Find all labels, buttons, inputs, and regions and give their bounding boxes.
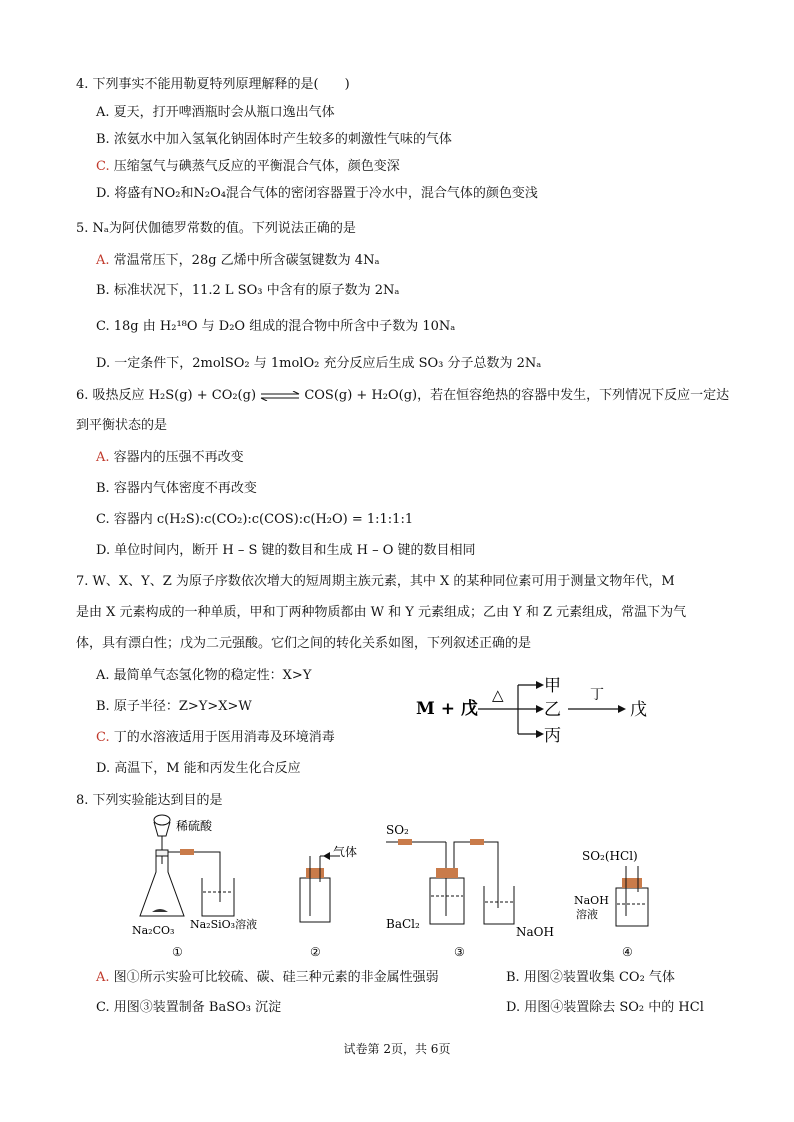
option-letter: A. [96, 450, 110, 465]
q6-stem-line2: 到平衡状态的是 [76, 418, 168, 433]
option-letter: D. [96, 761, 111, 776]
option-letter: A. [96, 970, 110, 985]
fig1-acid-label: 稀硫酸 [176, 819, 213, 833]
q5-stem: 5. Nₐ为阿伏伽德罗常数的值。下列说法正确的是 [76, 221, 356, 236]
q5-option-d [96, 355, 541, 373]
option-letter: C. [96, 319, 110, 334]
q6-stem-part2: COS(g) + H₂O(g)，若在恒容绝热的容器中发生，下列情况下反应一定达 [304, 388, 730, 403]
diagram-product-bing: 丙 [544, 726, 561, 746]
figure-4-apparatus [574, 849, 648, 959]
option-text: 容器内 c(H₂S):c(CO₂):c(COS):c(H₂O) = 1:1:1:1 [113, 512, 414, 527]
option-letter: A. [96, 668, 110, 683]
arrow-right-icon [536, 705, 544, 713]
q7-option-c [96, 729, 335, 747]
fig1-solid-label: Na₂CO₃ [132, 924, 175, 937]
q8-option-a [96, 969, 439, 987]
bottle-stopper [622, 878, 642, 888]
fig3-gas-label: SO₂ [386, 823, 409, 837]
beaker-icon [484, 886, 514, 924]
option-letter: C. [96, 159, 110, 174]
option-letter: D. [96, 543, 111, 558]
option-letter: C. [96, 1000, 110, 1015]
q4-option-a [96, 104, 335, 122]
diagram-right-product: 戊 [630, 700, 647, 720]
arrow-right-icon [536, 730, 544, 738]
option-text: 高温下，M 能和丙发生化合反应 [114, 761, 301, 776]
option-text: 浓氨水中加入氢氧化钠固体时产生较多的刺激性气味的气体 [113, 132, 452, 147]
option-text: 压缩氢气与碘蒸气反应的平衡混合气体，颜色变深 [113, 159, 400, 174]
q7-stem-line2: 是由 X 元素构成的一种单质，甲和丁两种物质都由 W 和 Y 元素组成；乙由 Y 和 Z 元素组成，常温下为气 [76, 605, 687, 620]
option-text: 将盛有NO₂和N₂O₄混合气体的密闭容器置于冷水中，混合气体的颜色变浅 [114, 186, 538, 201]
q7-transformation-diagram [410, 672, 670, 750]
q7-option-a [96, 667, 311, 685]
fig1-number: ① [172, 945, 183, 959]
diagram-delta: △ [492, 686, 504, 704]
q8-stem: 8. 下列实验能达到目的是 [76, 793, 223, 808]
figure-2-apparatus [300, 844, 357, 959]
q7-stem-line1: 7. W、X、Y、Z 为原子序数依次增大的短周期主族元素，其中 X 的某种同位素可用于测量文物年代，M [76, 574, 675, 589]
diagram-product-yi: 乙 [544, 700, 561, 720]
option-letter: B. [96, 481, 110, 496]
q7-option-d [96, 760, 301, 778]
q4-option-c [96, 158, 400, 176]
option-letter: A. [96, 105, 110, 120]
fig2-gas-label: 气体 [333, 845, 358, 859]
option-text: 常温常压下，28g 乙烯中所含碳氢键数为 4Nₐ [113, 253, 380, 268]
conical-flask-icon [140, 856, 184, 916]
diagram-reagent-ding: 丁 [590, 687, 604, 703]
q4-stem: 4. 下列事实不能用勒夏特列原理解释的是( ) [76, 77, 350, 92]
option-text: 用图④装置除去 SO₂ 中的 HCl [524, 1000, 704, 1015]
option-text: 图①所示实验可比较硫、碳、硅三种元素的非金属性强弱 [113, 970, 439, 985]
solid-reagent [152, 909, 168, 912]
q8-option-c [96, 999, 281, 1017]
q5-option-b [96, 282, 399, 300]
diagram-product-jia: 甲 [544, 676, 561, 696]
option-letter: C. [96, 512, 110, 527]
bottle-stopper [436, 868, 458, 878]
figure-1-apparatus [132, 815, 257, 959]
option-text: 原子半径：Z>Y>X>W [113, 699, 252, 714]
wash-bottle-icon [616, 888, 648, 926]
q6-stem [76, 387, 729, 405]
figure-3-apparatus [386, 823, 554, 959]
q5-option-c [96, 318, 455, 336]
option-letter: C. [96, 730, 110, 745]
page-footer: 试卷第 2页，共 6页 [343, 1042, 451, 1056]
option-text: 容器内气体密度不再改变 [113, 481, 257, 496]
q6-option-d [96, 542, 476, 560]
wash-bottle-icon [430, 878, 464, 924]
q4-option-d [96, 185, 538, 203]
option-text: 丁的水溶液适用于医用消毒及环境消毒 [113, 730, 335, 745]
option-letter: D. [96, 356, 111, 371]
rubber-connector [470, 839, 484, 845]
option-text: 标准状况下，11.2 L SO₃ 中含有的原子数为 2Nₐ [113, 283, 400, 298]
option-letter: A. [96, 253, 110, 268]
exit-tube [454, 842, 498, 908]
option-text: 夏天，打开啤酒瓶时会从瓶口逸出气体 [113, 105, 335, 120]
option-letter: B. [96, 699, 110, 714]
beaker-icon [202, 878, 234, 916]
fig1-solution-label: Na₂SiO₃溶液 [190, 918, 258, 931]
q8-option-b [506, 969, 675, 987]
fig4-gas-label: SO₂(HCl) [582, 849, 638, 863]
equilibrium-arrow-icon [260, 391, 300, 401]
rubber-connector [180, 849, 194, 855]
fig3-naoh-label: NaOH [516, 925, 554, 939]
q5-option-a [96, 252, 379, 270]
q6-option-c [96, 511, 413, 529]
q6-stem-part1: 6. 吸热反应 H₂S(g) + CO₂(g) [76, 388, 257, 403]
fig4-number: ④ [622, 945, 633, 959]
fig3-solution-label: BaCl₂ [386, 917, 420, 931]
option-letter: B. [96, 283, 110, 298]
q8-apparatus-figures [130, 812, 670, 964]
option-text: 单位时间内，断开 H – S 键的数目和生成 H – O 键的数目相同 [114, 543, 476, 558]
option-letter: D. [506, 1000, 521, 1015]
option-text: 一定条件下，2molSO₂ 与 1molO₂ 充分反应后生成 SO₃ 分子总数为 2Nₐ [114, 356, 542, 371]
option-text: 用图②装置收集 CO₂ 气体 [523, 970, 675, 985]
rubber-connector [398, 839, 412, 845]
q7-stem-line3: 体，具有漂白性；戊为二元强酸。它们之间的转化关系如图，下列叙述正确的是 [76, 636, 532, 651]
option-text: 最简单气态氢化物的稳定性：X>Y [113, 668, 312, 683]
gas-bottle-icon [300, 878, 330, 922]
q4-option-b [96, 131, 452, 149]
q6-option-b [96, 480, 257, 498]
option-letter: D. [96, 186, 111, 201]
fig2-number: ② [310, 945, 321, 959]
option-text: 用图③装置制备 BaSO₃ 沉淀 [113, 1000, 282, 1015]
arrow-right-icon [536, 681, 544, 689]
q8-option-d [506, 999, 704, 1017]
option-text: 18g 由 H₂¹⁸O 与 D₂O 组成的混合物中所含中子数为 10Nₐ [113, 319, 456, 334]
diagram-left-reactants: M + 戊 [416, 699, 478, 719]
bottle-stopper [306, 868, 324, 878]
arrow-left-icon [323, 852, 330, 860]
option-letter: B. [506, 970, 520, 985]
fig4-solution-label-2: 溶液 [576, 908, 598, 921]
arrow-right-icon [618, 705, 626, 713]
option-text: 容器内的压强不再改变 [113, 450, 244, 465]
option-letter: B. [96, 132, 110, 147]
q7-option-b [96, 698, 252, 716]
fig4-solution-label-1: NaOH [574, 894, 609, 907]
q6-option-a [96, 449, 244, 467]
separatory-funnel-icon [154, 815, 170, 825]
fig3-number: ③ [454, 945, 465, 959]
stopper [156, 850, 168, 856]
